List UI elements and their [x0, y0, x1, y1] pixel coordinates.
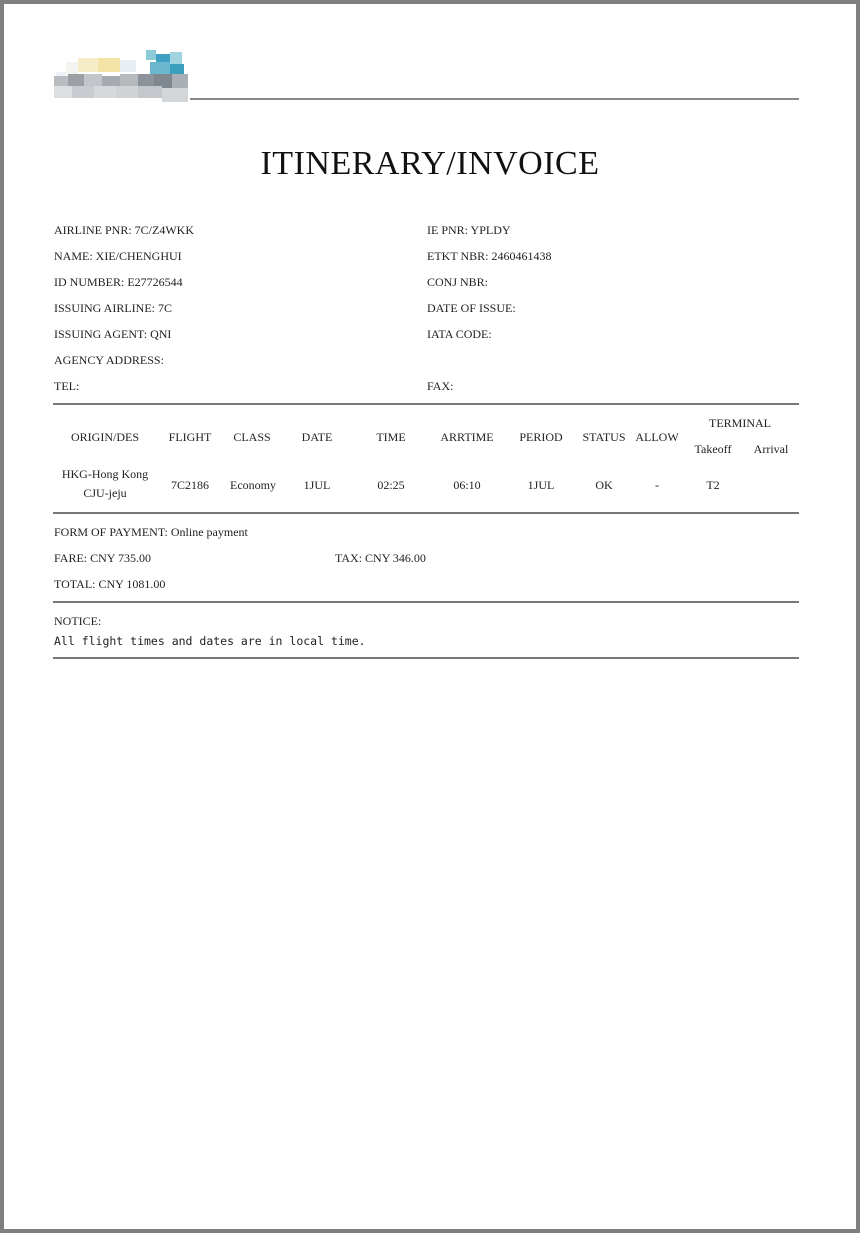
airline-pnr: AIRLINE PNR: 7C/Z4WKK: [54, 223, 194, 237]
cell-period: 1JUL: [527, 478, 555, 492]
cell-date: 1JUL: [303, 478, 331, 492]
cell-origin: HKG-Hong Kong: [61, 467, 149, 481]
header-rule: [190, 98, 799, 100]
cell-arrtime: 06:10: [453, 478, 481, 492]
header-period: PERIOD: [519, 430, 563, 444]
ie-pnr: IE PNR: YPLDY: [427, 223, 511, 237]
notice-label: NOTICE:: [54, 614, 102, 628]
airline-logo: [50, 50, 195, 108]
document-title: ITINERARY/INVOICE: [260, 145, 600, 182]
notice-text: All flight times and dates are in local time.: [54, 634, 366, 648]
header-allow: ALLOW: [635, 430, 679, 444]
header-terminal-arrival: Arrival: [753, 442, 789, 456]
notice-bottom-rule: [53, 657, 799, 659]
date-of-issue: DATE OF ISSUE:: [427, 301, 516, 315]
header-class: CLASS: [233, 430, 271, 444]
header-terminal-takeoff: Takeoff: [694, 442, 732, 456]
header-terminal: TERMINAL: [709, 416, 771, 430]
header-time: TIME: [376, 430, 406, 444]
issuing-airline: ISSUING AIRLINE: 7C: [54, 301, 173, 315]
cell-destination: CJU-jeju: [83, 486, 127, 500]
header-flight: FLIGHT: [168, 430, 212, 444]
total: TOTAL: CNY 1081.00: [54, 577, 166, 591]
header-status: STATUS: [582, 430, 626, 444]
cell-origin-des: [50, 465, 160, 503]
fare: FARE: CNY 735.00: [54, 551, 152, 565]
table-bottom-rule: [53, 512, 799, 514]
cell-time: 02:25: [377, 478, 405, 492]
issuing-agent: ISSUING AGENT: QNI: [54, 327, 172, 341]
cell-class: Economy: [230, 478, 276, 492]
table-top-rule: [53, 403, 799, 405]
cell-allow: -: [655, 478, 659, 492]
conj-nbr: CONJ NBR:: [427, 275, 489, 289]
header-origin-des: ORIGIN/DES: [71, 430, 139, 444]
iata-code: IATA CODE:: [427, 327, 492, 341]
cell-status: OK: [595, 478, 613, 492]
tel: TEL:: [54, 379, 80, 393]
passenger-name: NAME: XIE/CHENGHUI: [54, 249, 182, 263]
cell-terminal-takeoff: T2: [706, 478, 720, 492]
invoice-page: [4, 4, 856, 1229]
payment-bottom-rule: [53, 601, 799, 603]
header-date: DATE: [301, 430, 333, 444]
agency-address: AGENCY ADDRESS:: [54, 353, 164, 367]
id-number: ID NUMBER: E27726544: [54, 275, 183, 289]
header-arrtime: ARRTIME: [440, 430, 494, 444]
form-of-payment: FORM OF PAYMENT: Online payment: [54, 525, 248, 539]
fax: FAX:: [427, 379, 454, 393]
cell-flight: 7C2186: [170, 478, 209, 492]
tax: TAX: CNY 346.00: [335, 551, 426, 565]
etkt-nbr: ETKT NBR: 2460461438: [427, 249, 552, 263]
